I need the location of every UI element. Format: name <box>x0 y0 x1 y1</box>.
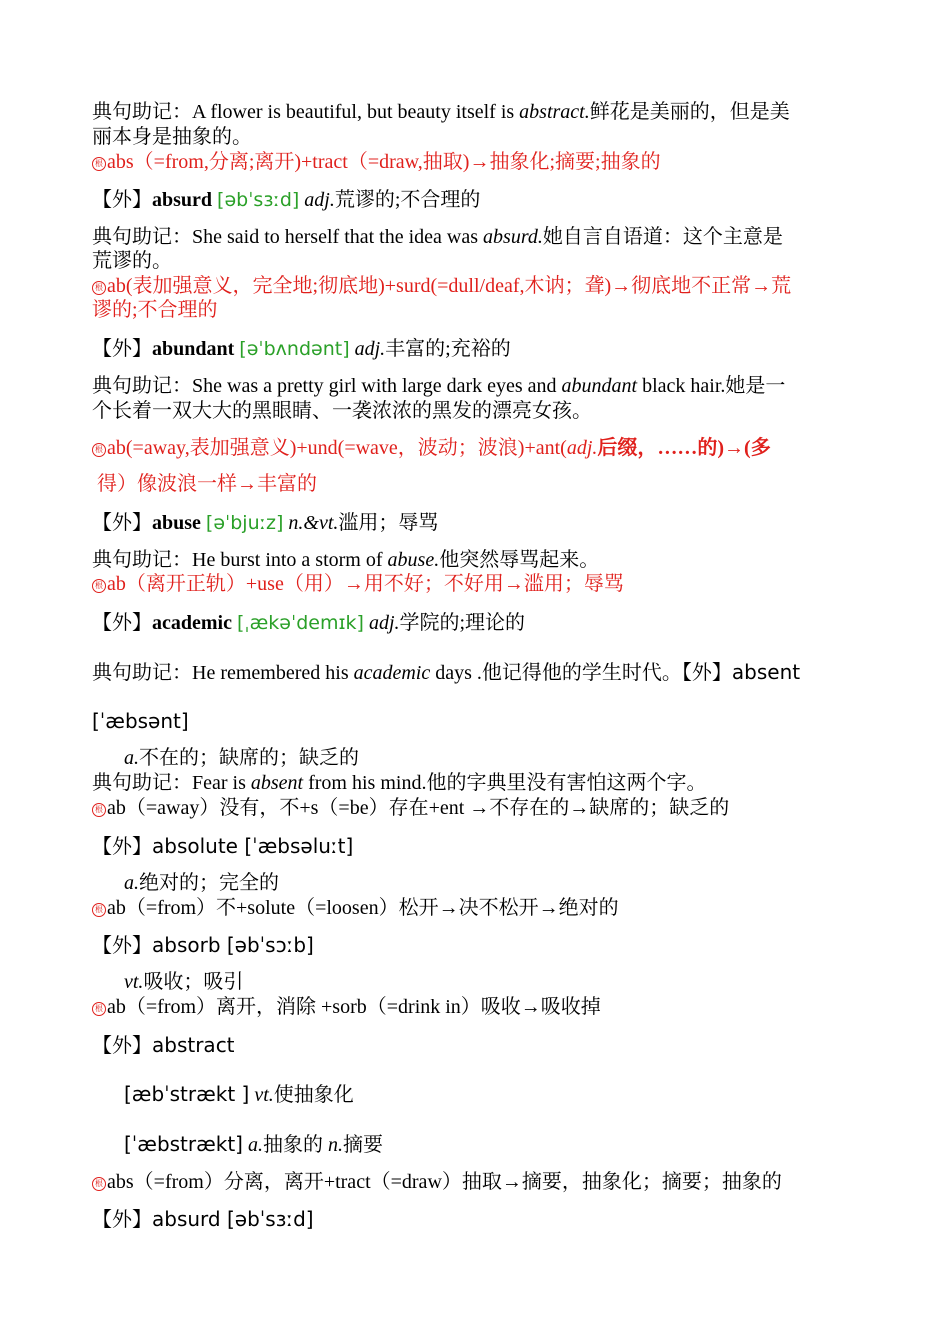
part-of-speech: adj. <box>368 612 400 634</box>
keyword-italic: academic <box>353 662 431 684</box>
example-line <box>92 771 706 795</box>
entry-heading-absorb: 【外】absorb [əbˈsɔːb] <box>92 933 314 957</box>
example-sentence: She said to herself that the idea was <box>192 226 484 248</box>
definition: 滥用；辱骂 <box>338 512 439 534</box>
definition-line <box>124 746 359 770</box>
definition-line <box>124 871 279 895</box>
example-line <box>92 100 790 124</box>
example-label: 典句助记： <box>92 101 192 123</box>
entry-heading-abuse <box>92 511 438 535</box>
example-sentence: She was a pretty girl with large dark eyes and <box>192 375 562 397</box>
keyword-italic: abstract. <box>519 101 590 123</box>
root-line-cont: 谬的;不合理的 <box>92 299 218 321</box>
root-text: ab(=away,表加强意义)+und(=wave，波动；波浪)+ant( <box>107 437 567 459</box>
example-line <box>92 548 599 572</box>
root-line <box>92 995 601 1019</box>
part-of-speech: a. <box>124 872 139 894</box>
example-label: 典句助记： <box>92 375 192 397</box>
phonetic-absent: [ˈæbsənt] <box>92 709 189 733</box>
phonetic: [əbˈsɜːd] <box>217 189 300 211</box>
keyword-italic: absurd. <box>483 226 543 248</box>
example-line <box>92 225 783 249</box>
example-translation: 她自言自语道：这个主意是 <box>542 226 783 248</box>
entry-heading-academic <box>92 611 525 635</box>
part-of-speech: adj. <box>304 189 335 211</box>
part-of-speech: a. <box>124 747 139 769</box>
root-text: ab（离开正轨）+use（用）→用不好；不好用→滥用；辱骂 <box>107 573 624 595</box>
part-of-speech: n. <box>327 1134 343 1156</box>
root-icon: 根 <box>92 1177 106 1191</box>
root-text: ab（=from）不+solute（=loosen）松开→决不松开→绝对的 <box>107 897 619 919</box>
phonetic: [æbˈstrækt ] <box>124 1082 250 1106</box>
example-translation: days .他记得他的学生时代。 <box>430 662 682 684</box>
entry-heading-abstract: 【外】abstract <box>92 1033 235 1057</box>
definition: 绝对的；完全的 <box>139 872 279 894</box>
example-sentence: He burst into a storm of <box>192 549 388 571</box>
example-line <box>92 660 800 685</box>
headword: academic <box>152 612 232 634</box>
example-line-cont: 荒谬的。 <box>92 250 172 272</box>
part-of-speech: n.&vt. <box>288 512 339 534</box>
root-text: ab（=from）离开，消除 +sorb（=drink in）吸收→吸收掉 <box>107 996 601 1018</box>
example-translation: 鲜花是美丽的，但是美 <box>589 101 790 123</box>
definition-line <box>124 970 243 994</box>
part-of-speech: a. <box>242 1134 263 1156</box>
root-icon: 根 <box>92 281 106 295</box>
tag-label: 【外】 <box>92 338 152 360</box>
example-label: 典句助记： <box>92 772 192 794</box>
example-label: 典句助记： <box>92 226 192 248</box>
root-text-bold: 后缀，……的)→(多 <box>597 437 771 459</box>
definition: 丰富的;充裕的 <box>385 338 511 360</box>
part-of-speech: adj. <box>354 338 386 360</box>
root-line <box>92 572 624 596</box>
entry-heading-abundant <box>92 337 511 361</box>
definition: 抽象的 <box>262 1134 328 1156</box>
example-label: 典句助记： <box>92 662 192 684</box>
phonetic: [əˈbjuːz] <box>205 512 284 534</box>
root-icon: 根 <box>92 579 106 593</box>
root-icon: 根 <box>92 157 106 171</box>
entry-heading-absurd <box>92 188 480 212</box>
root-line <box>92 436 771 460</box>
example-line-cont: 个长着一双大大的黑眼睛、一袭浓浓的黑发的漂亮女孩。 <box>92 400 592 422</box>
root-icon: 根 <box>92 443 106 457</box>
example-translation: 他突然辱骂起来。 <box>439 549 600 571</box>
root-text: abs（=from,分离;离开)+tract（=draw,抽取)→抽象化;摘要;抽象的 <box>107 151 661 173</box>
root-text: ab（=away）没有，不+s（=be）存在+ent →不存在的→缺席的；缺乏的 <box>107 797 730 819</box>
example-sentence: A flower is beautiful, but beauty itself is <box>192 101 520 123</box>
root-text: 得）像波浪一样→丰富的 <box>97 473 317 495</box>
keyword-italic: abuse. <box>387 549 440 571</box>
headword: abundant <box>152 338 235 360</box>
phonetic: [ˌækəˈdemɪk] <box>236 612 364 634</box>
entry-heading-absolute: 【外】absolute [ˈæbsəluːt] <box>92 834 354 858</box>
definition-line <box>124 1082 354 1107</box>
root-line-cont <box>92 472 317 496</box>
root-icon: 根 <box>92 803 106 817</box>
keyword-italic: absent <box>250 772 304 794</box>
example-sentence: Fear is <box>192 772 251 794</box>
definition: 学院的;理论的 <box>399 612 526 634</box>
part-of-speech: vt. <box>124 971 144 993</box>
root-pos-italic: adj. <box>566 437 598 459</box>
entry-heading-absurd-2: 【外】absurd [əbˈsɜːd] <box>92 1207 314 1231</box>
definition: 荒谬的;不合理的 <box>334 189 481 211</box>
headword: absurd <box>152 189 213 211</box>
definition: 摘要 <box>342 1134 383 1156</box>
root-icon: 根 <box>92 903 106 917</box>
keyword-italic: abundant <box>561 375 638 397</box>
tag-label: 【外】 <box>92 189 152 211</box>
phonetic: [əˈbʌndənt] <box>239 338 350 360</box>
headword: abuse <box>152 512 201 534</box>
phonetic: [ˈæbstrækt] <box>124 1132 243 1156</box>
root-line <box>92 150 661 174</box>
tag-label: 【外】 <box>92 612 152 634</box>
part-of-speech: vt. <box>249 1084 274 1106</box>
root-line <box>92 274 791 298</box>
example-translation: from his mind.他的字典里没有害怕这两个字。 <box>303 772 707 794</box>
example-sentence: He remembered his <box>192 662 354 684</box>
root-line <box>92 896 619 920</box>
root-line <box>92 1170 782 1194</box>
definition: 吸收；吸引 <box>143 971 244 993</box>
example-line-cont: 丽本身是抽象的。 <box>92 126 252 148</box>
entry-heading-absent: 【外】absent <box>681 660 801 684</box>
example-label: 典句助记： <box>92 549 192 571</box>
root-text: ab(表加强意义，完全地;彻底地)+surd(=dull/deaf,木讷；聋)→彻底地不正常→荒 <box>107 275 792 297</box>
definition-line <box>124 1132 383 1157</box>
tag-label: 【外】 <box>92 512 152 534</box>
definition: 不在的；缺席的；缺乏的 <box>139 747 359 769</box>
root-line <box>92 796 729 820</box>
example-translation: black hair.她是一 <box>637 375 786 397</box>
definition: 使抽象化 <box>273 1084 354 1106</box>
example-line <box>92 374 785 398</box>
root-icon: 根 <box>92 1002 106 1016</box>
root-text: abs（=from）分离，离开+tract（=draw）抽取→摘要，抽象化；摘要；抽象的 <box>107 1171 782 1193</box>
